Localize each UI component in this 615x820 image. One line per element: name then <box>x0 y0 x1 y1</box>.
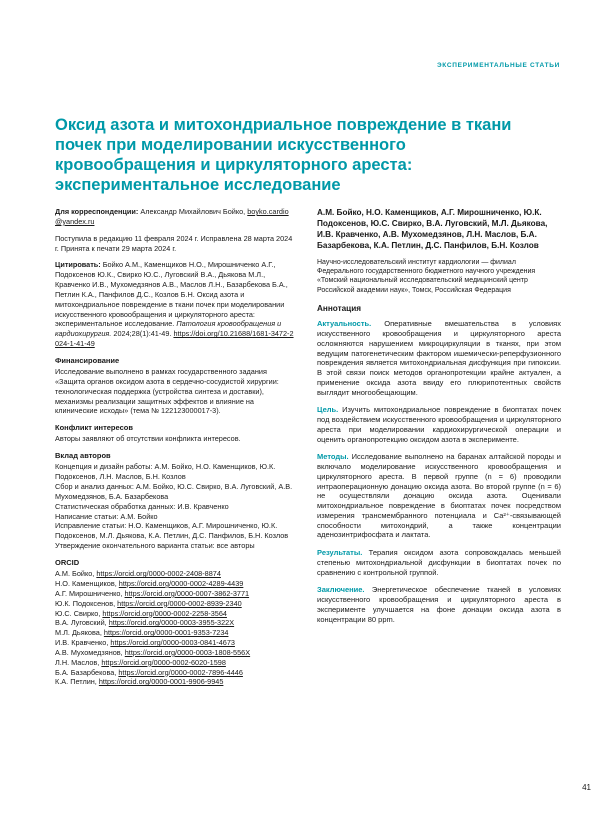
abstract-section-conclusion <box>317 585 561 624</box>
contribution-item: Сбор и анализ данных: А.М. Бойко, Ю.С. Свирко, В.А. Луговский, А.В. Мухомедзянов, Б.А. Базарбекова <box>55 482 293 501</box>
orcid-entry <box>55 618 296 628</box>
abstract-section-text: Исследование выполнено на баранах алтайской породы и включало моделирование искусственного кровообращения и циркуляторного ареста. В первой группе (n = 6) проводили интраоперационную донацию оксида азота. Во второй группе (n = 6) не осуществляли донацию оксида азота. Оценивали митохондриальное повреждение в биоптатах почек посредством измерения трансмембранного потенциала и Ca²⁺-связывающей способности митохондрий, а также концентрации аденозинтрифосфата и лактата. <box>317 452 561 540</box>
orcid-entry <box>55 668 296 678</box>
correspondence-email-link[interactable]: boyko.cardio@yandex.ru <box>55 207 289 226</box>
abstract-section-text: Изучить митохондриальное повреждение в биоптатах почек под воздействием искусственного кровообращения и циркуляторного ареста при моделировании кардиохирургической операции и оценить органопротекцию оксидом азота в эксперименте. <box>317 405 561 444</box>
orcid-author: И.В. Кравченко, <box>55 638 109 648</box>
funding-block <box>55 356 296 416</box>
contributions-block <box>55 451 296 551</box>
orcid-author: А.В. Мухомедзянов, <box>55 647 123 657</box>
orcid-entry <box>55 579 296 589</box>
orcid-entry <box>55 658 296 668</box>
page-number: 41 <box>582 783 591 792</box>
abstract-section-label: Цель. <box>317 405 339 415</box>
conflict-heading: Конфликт интересов <box>55 423 133 433</box>
orcid-author: В.А. Луговский, <box>55 618 107 628</box>
contribution-item: Написание статьи: А.М. Бойко <box>55 511 158 521</box>
authors-list: А.М. Бойко, Н.О. Каменщиков, А.Г. Мирошниченко, Ю.К. Подоксенов, Ю.С. Свирко, В.А. Луговский, М.Л. Дьякова, И.В. Кравченко, А.В. Мухомедзянов, Л.Н. Маслов, Б.А. Базарбекова, К.А. Петлин, Д.С. Панфилов, Б.Н. Козлов <box>317 208 548 251</box>
abstract-section-results <box>317 548 561 577</box>
contribution-item: Статистическая обработка данных: И.В. Кравченко <box>55 501 229 511</box>
left-column <box>55 207 296 694</box>
dates-text: Поступила в редакцию 11 февраля 2024 г. Исправлена 28 марта 2024 г. Принята к печати 29 марта 2024 г. <box>55 233 293 253</box>
orcid-link[interactable]: https://orcid.org/0000-0003-1808-556X <box>124 647 251 657</box>
abstract-section-aim <box>317 405 561 444</box>
conflict-block <box>55 423 296 444</box>
cite-doi-link[interactable]: https://doi.org/10.21688/1681-3472-2024-1-41-49 <box>55 329 294 349</box>
orcid-entry <box>55 677 296 687</box>
abstract-section-text: Энергетическое обеспечение тканей в условиях искусственного кровообращения и циркуляторного ареста в эксперименте улучшается на фоне донации оксида азота в концентрации 80 ppm. <box>317 585 561 624</box>
orcid-author: М.Л. Дьякова, <box>55 628 102 638</box>
orcid-author: Ю.К. Подоксенов, <box>55 598 116 608</box>
right-column <box>317 207 561 694</box>
abstract-section-label: Заключение. <box>317 585 365 595</box>
correspondence-block <box>55 207 296 227</box>
abstract-heading: Аннотация <box>317 303 362 313</box>
orcid-link[interactable]: https://orcid.org/0000-0001-9906-9945 <box>98 677 224 687</box>
orcid-link[interactable]: https://orcid.org/0000-0001-9353-7234 <box>103 628 229 638</box>
abstract-section-label: Методы. <box>317 452 349 462</box>
orcid-author: А.М. Бойко, <box>55 569 95 579</box>
contribution-item: Концепция и дизайн работы: А.М. Бойко, Н.О. Каменщиков, Ю.К. Подоксенов, Л.Н. Маслов, Б.Н. Козлов <box>55 462 276 482</box>
abstract-section-label: Актуальность. <box>317 319 372 329</box>
orcid-link[interactable]: https://orcid.org/0000-0002-7896-4446 <box>118 667 243 677</box>
orcid-link[interactable]: https://orcid.org/0000-0002-2408-8874 <box>96 569 221 579</box>
orcid-link[interactable]: https://orcid.org/0000-0002-4289-4439 <box>118 578 244 588</box>
orcid-block <box>55 558 296 687</box>
abstract-section-label: Результаты. <box>317 548 363 558</box>
abstract-section-background <box>317 319 561 397</box>
abstract-section-text: Терапия оксидом азота сопровождалась меньшей степенью митохондриальной дисфункции в биоптатах почек по сравнению с контрольной группой. <box>317 548 561 577</box>
orcid-entry <box>55 648 296 658</box>
article-title: Оксид азота и митохондриальное повреждение в ткани почек при моделировании искусственного кровообращения и циркуляторного ареста: экспериментальное исследование <box>55 116 512 195</box>
orcid-author: К.А. Петлин, <box>55 677 97 687</box>
orcid-link[interactable]: https://orcid.org/0000-0003-3955-322X <box>108 618 235 628</box>
orcid-link[interactable]: https://orcid.org/0000-0007-3862-3771 <box>124 588 250 598</box>
orcid-entry <box>55 599 296 609</box>
orcid-link[interactable]: https://orcid.org/0000-0003-0841-4673 <box>110 638 235 648</box>
orcid-entry <box>55 628 296 638</box>
orcid-link[interactable]: https://orcid.org/0000-0002-2258-3564 <box>102 608 227 618</box>
funding-heading: Финансирование <box>55 355 120 365</box>
conflict-text: Авторы заявляют об отсутствии конфликта интересов. <box>55 434 241 444</box>
affiliation: Научно-исследовательский институт кардиологии — филиал Федерального государственного бюджетного научного учреждения «Томский национальный исследовательский медицинский центр Российской академии наук», Томск, Российская Федерация <box>317 259 536 294</box>
contribution-item: Исправление статьи: Н.О. Каменщиков, А.Г. Мирошниченко, Ю.К. Подоксенов, М.Л. Дьякова, К.А. Петлин, Д.С. Панфилов, Б.Н. Козлов <box>55 521 289 541</box>
orcid-author: Л.Н. Маслов, <box>55 657 100 667</box>
orcid-author: Н.О. Каменщиков, <box>55 578 117 588</box>
orcid-heading: ORCID <box>55 558 80 567</box>
orcid-author: Б.А. Базарбекова, <box>55 667 117 677</box>
cite-authors: Бойко А.М., Каменщиков Н.О., Мирошниченко А.Г., Подоксенов Ю.К., Свирко Ю.С., Луговский В.А., Дьякова М.Л., Кравченко И.В., Мухомедзянов А.В., Маслов Л.Н., Базарбекова Б.А., Петлин К.А., Панфилов Д.С., Козлов Б.Н. Оксид азота и митохондриальное повреждение в ткани почек при моделировании искусственного кровообращения и циркуляторного ареста: экспериментальное исследование. <box>55 260 288 329</box>
cite-volume: 2024;28(1):41-49. <box>113 329 172 339</box>
cite-label: Цитировать: <box>55 260 101 270</box>
correspondence-label: Для корреспонденции: <box>55 207 139 216</box>
contribution-item: Утверждение окончательного варианта статьи: все авторы <box>55 541 255 551</box>
orcid-entry <box>55 638 296 648</box>
orcid-author: Ю.С. Свирко, <box>55 608 101 618</box>
orcid-author: А.Г. Мирошниченко, <box>55 588 123 598</box>
dates-block <box>55 234 296 254</box>
orcid-entry <box>55 609 296 619</box>
contributions-heading: Вклад авторов <box>55 451 111 461</box>
orcid-link[interactable]: https://orcid.org/0000-0002-8939-2340 <box>117 598 242 608</box>
orcid-entry <box>55 569 296 579</box>
orcid-entry <box>55 589 296 599</box>
orcid-link[interactable]: https://orcid.org/0000-0002-6020-1598 <box>101 657 226 667</box>
correspondence-name: Александр Михайлович Бойко, <box>140 207 246 216</box>
cite-journal: Патология кровообращения и кардиохирургия. <box>55 319 282 339</box>
two-column-layout <box>55 207 561 694</box>
abstract-section-text: Оперативные вмешательства в условиях искусственного кровообращения и циркуляторного ареста осложняются нарушением микроциркуляции в тканях, при этом ведущим патогенетическим фактором ишемически-реперфузионного повреждения является митохондриальная дисфункция при гипоксии. В этой связи поиск методов органопротекции крайне актуален, а применение оксида азота ввиду его плюрипотентных свойств выглядит многообещающим. <box>317 319 561 397</box>
section-label: ЭКСПЕРИМЕНТАЛЬНЫЕ СТАТЬИ <box>436 62 560 69</box>
funding-text: Исследование выполнено в рамках государственного задания «Защита органов оксидом азота в сердечно-сосудистой хирургии: технологическая поддержка (устройства синтеза и доставки), механизмы реализации защитных эффектов и влияние на клинические исходы» (тема № 122123000017-3). <box>55 367 279 416</box>
abstract-section-methods <box>317 452 561 540</box>
citation-block <box>55 260 296 349</box>
